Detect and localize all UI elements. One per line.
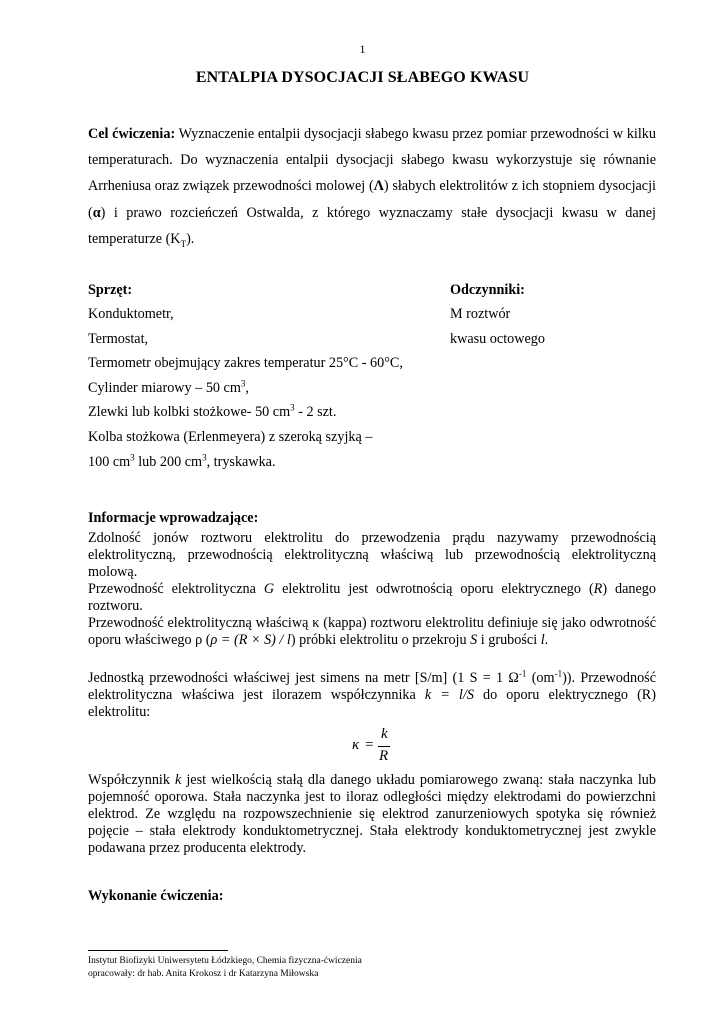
- goal-paragraph: Cel ćwiczenia: Wyznaczenie entalpii dysocjacji słabego kwasu przez pomiar przewodności w kilku temperaturach. Do wyznaczenia entalpii dysocjacji słabego kwasu wykorzystuje się równanie Arrheniusa oraz związek przewodności molowej (Λ) słabych elektrolitów z ich stopniem dysocjacji (α) i prawo rozcieńczeń Ostwalda, z którego wyznaczamy stałe dysocjacji kwasu w danej temperaturze $(K_T)$.: [88, 126, 656, 249]
- equipment-item: Termostat,: [88, 330, 149, 347]
- intro-paragraph: [88, 530, 656, 649]
- reagents-list: [450, 302, 650, 351]
- intro-p2: Przewodność elektrolityczna G elektrolitu jest odwrotnością oporu elektrycznego (R) danego roztworu.: [88, 581, 656, 614]
- formula-equals: =: [365, 737, 374, 753]
- intro-heading: Informacje wprowadzające:: [88, 510, 259, 526]
- lambda-symbol: Λ: [373, 178, 384, 195]
- goal-label: Cel ćwiczenia:: [88, 126, 176, 142]
- equipment-item: Zlewki lub kolbki stożkowe- 50 $cm^3 - 2$ szt.: [88, 402, 337, 421]
- kappa-formula: [340, 726, 400, 766]
- equipment-item: Kolba stożkowa (Erlenmeyera) z szeroką szyjką –: [88, 428, 373, 445]
- intro-p1: Zdolność jonów roztworu elektrolitu do przewodzenia prądu nazywamy przewodnością elektrolityczną, przewodnością elektrolityczną właściwą lub przewodnością elektrolityczną molową.: [88, 530, 656, 580]
- equipment-heading: Sprzęt:: [88, 282, 133, 298]
- alpha-symbol: α: [92, 204, 101, 221]
- intro-p5: Współczynnik k jest wielkością stałą dla danego układu pomiarowego zwaną: stała naczynka lub pojemność oporowa. Stała naczynka jest to iloraz odległości między elektrodami do powierzchni elektrod. Ze względu na rozpowszechnienie się elektrod zanurzeniowych spotyka się również pojęcie – stała elektrody konduktometrycznej. Stała elektrody konduktometrycznej jest zwykle podawana przez producenta elektrody.: [88, 772, 656, 856]
- formula-denominator: R: [379, 748, 389, 764]
- equipment-item: Konduktometr,: [88, 306, 174, 322]
- execution-heading: Wykonanie ćwiczenia:: [88, 888, 224, 904]
- document-title: ENTALPIA DYSOCJACJI SŁABEGO KWASU: [195, 69, 530, 86]
- intro-p3: Przewodność elektrolityczną właściwą κ (kappa) roztworu elektrolitu definiuje się jako odwrotność oporu właściwego ρ (ρ = (R × S) / l) próbki elektrolitu o przekroju S i grubości l.: [88, 615, 656, 648]
- formula-numerator: k: [381, 726, 388, 742]
- equipment-item: Termometr obejmujący zakres temperatur 25°C - 60°C,: [88, 355, 403, 372]
- formula-kappa: κ: [352, 737, 360, 753]
- reagents-heading: Odczynniki:: [450, 282, 525, 298]
- intro-p4: Jednostką przewodności właściwej jest simens na metr [S/m] (1 S = 1 $\Omega^{-1}$ $(om^{-1})$). Przewodność elektrolityczna właściwa jest ilorazem współczynnika k = l/S do oporu elektrycznego (R) elektrolitu:: [88, 668, 656, 720]
- footer-line-1: Instytut Biofizyki Uniwersytetu Łódzkiego, Chemia fizyczna-ćwiczenia: [88, 956, 362, 966]
- equipment-item: 100 $cm^3$ lub 200 $cm^3$, tryskawka.: [88, 451, 276, 470]
- footer-divider: [88, 950, 228, 951]
- footer-line-2: opracowały: dr hab. Anita Krokosz i dr Katarzyna Miłowska: [88, 968, 319, 979]
- equipment-item: Cylinder miarowy – 50 $cm^3$,: [88, 378, 249, 396]
- page-number: 1: [359, 42, 366, 56]
- fraction-bar: [378, 746, 390, 747]
- reagent-line: kwasu octowego: [450, 330, 545, 347]
- reagent-line: M roztwór: [450, 306, 511, 322]
- equipment-list: [88, 302, 448, 474]
- footer: [88, 955, 362, 980]
